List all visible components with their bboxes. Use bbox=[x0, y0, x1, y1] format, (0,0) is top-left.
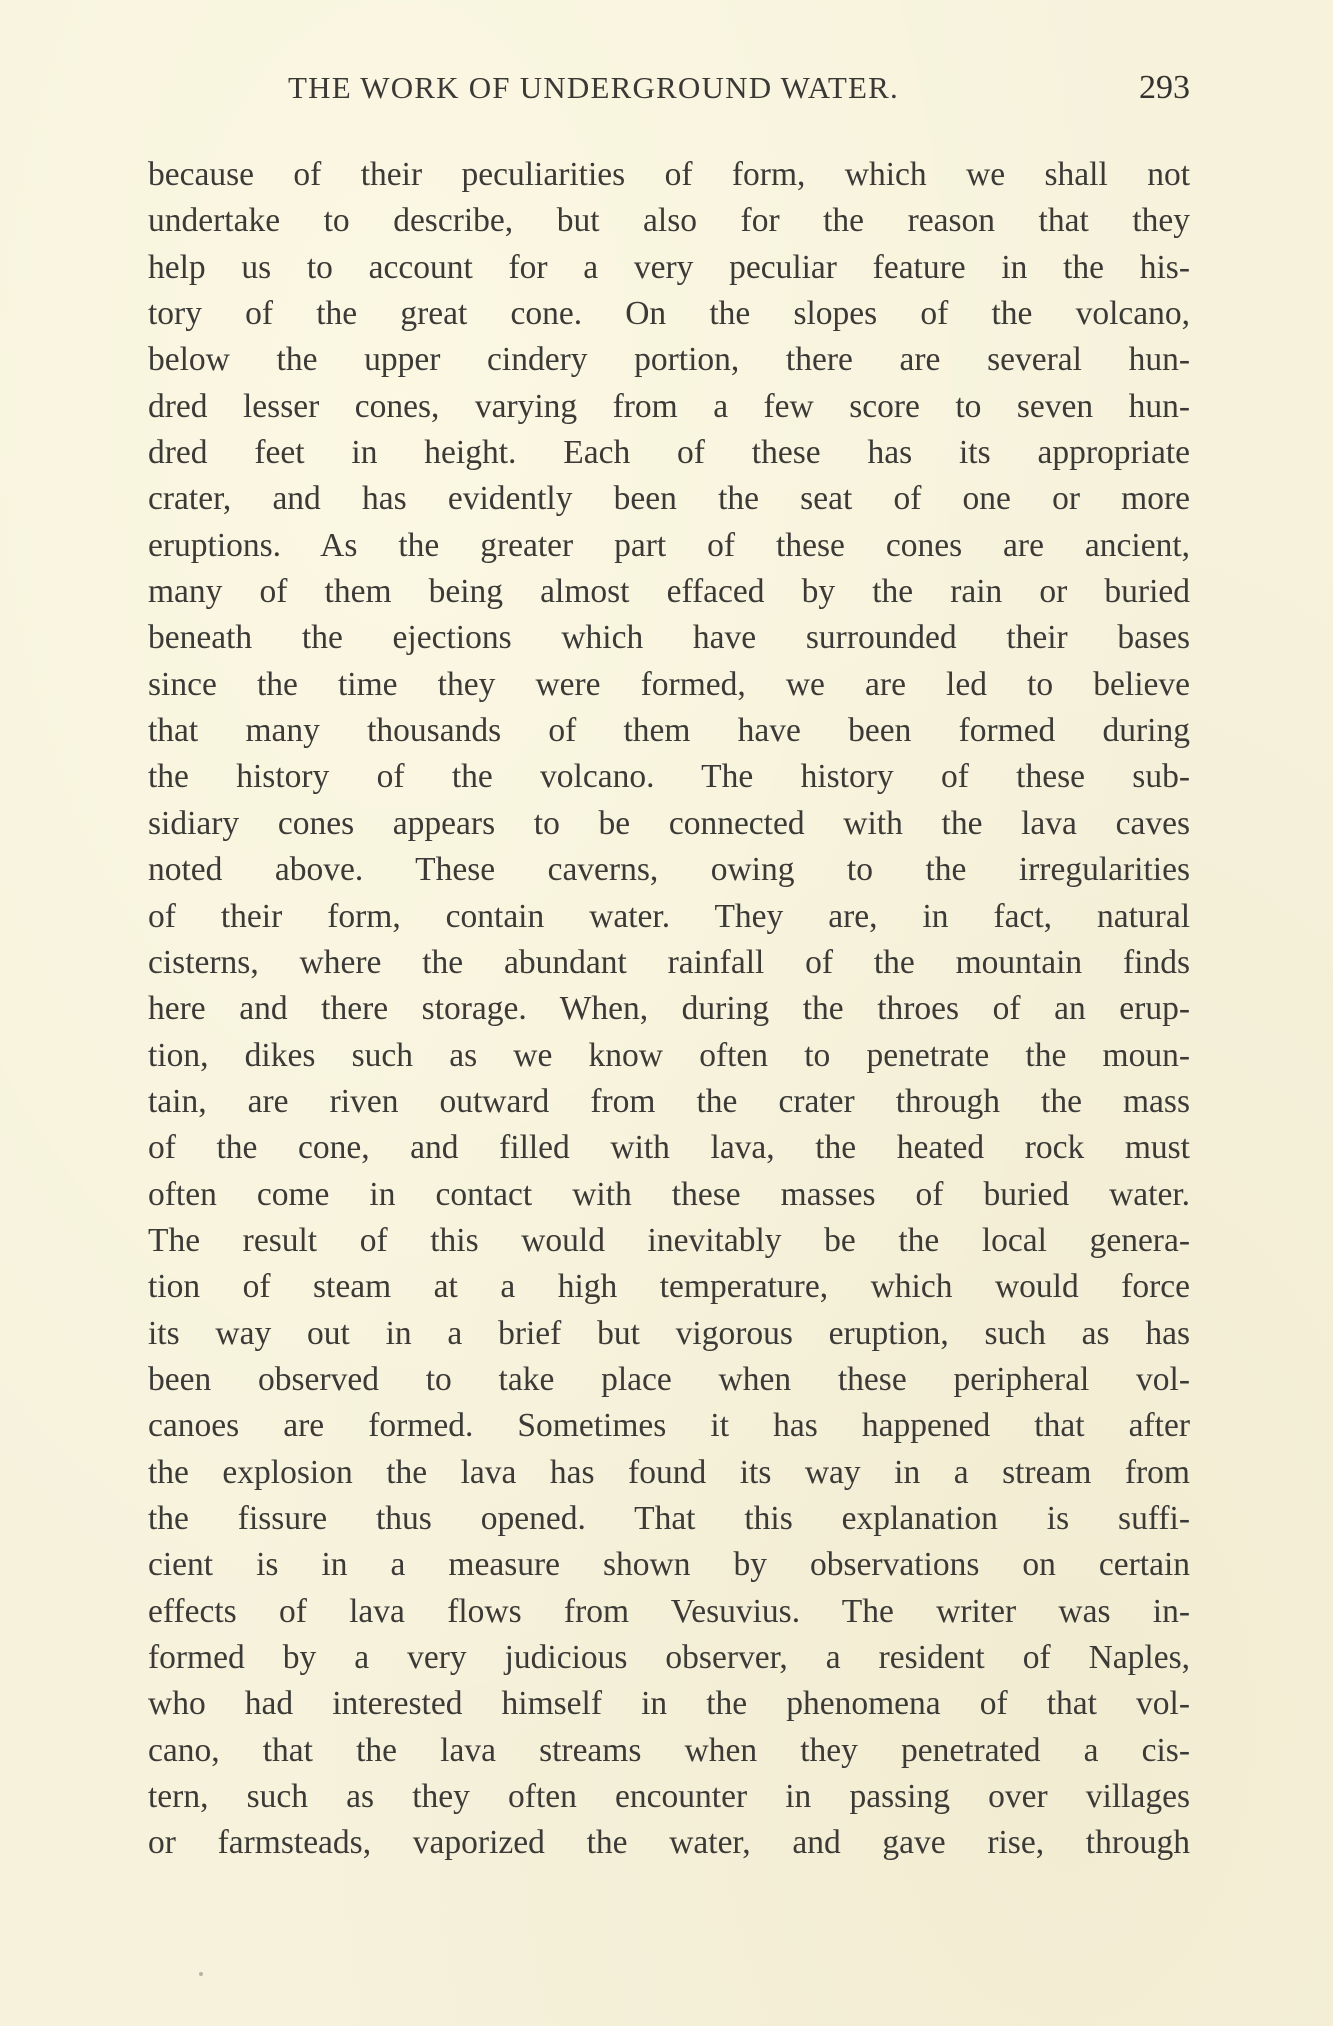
text-line: who had interested himself in the phenomena of that vol- bbox=[148, 1685, 1190, 1723]
running-title: THE WORK OF UNDERGROUND WATER. bbox=[288, 70, 899, 105]
text-line: effects of lava flows from Vesuvius. The writer was in- bbox=[148, 1592, 1190, 1630]
text-line: of their form, contain water. They are, in fact, natural bbox=[148, 897, 1190, 935]
paper-speck bbox=[199, 1972, 203, 1976]
text-line: because of their peculiarities of form, which we shall not bbox=[148, 156, 1190, 193]
text-line: here and there storage. When, during the throes of an erup- bbox=[148, 990, 1190, 1028]
text-line: cisterns, where the abundant rainfall of the mountain finds bbox=[148, 943, 1190, 981]
text-line: canoes are formed. Sometimes it has happened that after bbox=[148, 1407, 1190, 1445]
running-head bbox=[148, 66, 1190, 110]
text-line: eruptions. As the greater part of these cones are ancient, bbox=[148, 526, 1190, 564]
text-line: cano, that the lava streams when they penetrated a cis- bbox=[148, 1731, 1190, 1769]
text-line: the fissure thus opened. That this explanation is suffi- bbox=[148, 1499, 1190, 1537]
text-line: that many thousands of them have been formed during bbox=[148, 712, 1190, 750]
text-line: tion of steam at a high temperature, which would force bbox=[148, 1268, 1190, 1306]
text-line: since the time they were formed, we are led to believe bbox=[148, 665, 1190, 703]
body-text bbox=[148, 152, 1190, 1867]
text-line: dred lesser cones, varying from a few score to seven hun- bbox=[148, 387, 1190, 425]
text-line: its way out in a brief but vigorous eruption, such as has bbox=[148, 1314, 1190, 1352]
text-line: tory of the great cone. On the slopes of the volcano, bbox=[148, 295, 1190, 333]
text-line: crater, and has evidently been the seat of one or more bbox=[148, 480, 1190, 518]
text-line: noted above. These caverns, owing to the irregularities bbox=[148, 851, 1190, 889]
text-line: sidiary cones appears to be connected with the lava caves bbox=[148, 804, 1190, 842]
text-line: tern, such as they often encounter in passing over villages bbox=[148, 1778, 1190, 1816]
text-line: tain, are riven outward from the crater through the mass bbox=[148, 1082, 1190, 1120]
text-line: tion, dikes such as we know often to penetrate the moun- bbox=[148, 1036, 1190, 1074]
text-line: formed by a very judicious observer, a resident of Naples, bbox=[148, 1639, 1190, 1676]
text-line: or farmsteads, vaporized the water, and gave rise, through bbox=[148, 1824, 1190, 1862]
text-line: of the cone, and filled with lava, the heated rock must bbox=[148, 1129, 1190, 1167]
text-line: beneath the ejections which have surrounded their bases bbox=[148, 619, 1190, 657]
text-line: the explosion the lava has found its way in a stream from bbox=[148, 1453, 1190, 1491]
text-line: below the upper cindery portion, there are several hun- bbox=[148, 341, 1190, 379]
text-line: the history of the volcano. The history of these sub- bbox=[148, 758, 1190, 796]
text-line: cient is in a measure shown by observations on certain bbox=[148, 1546, 1190, 1584]
page-number: 293 bbox=[1139, 69, 1190, 106]
text-line: dred feet in height. Each of these has its appropriate bbox=[148, 434, 1190, 472]
text-line: help us to account for a very peculiar feature in the his- bbox=[148, 248, 1190, 286]
text-line: The result of this would inevitably be the local genera- bbox=[148, 1221, 1190, 1259]
text-line: been observed to take place when these peripheral vol- bbox=[148, 1360, 1190, 1398]
text-line: undertake to describe, but also for the reason that they bbox=[148, 202, 1190, 240]
text-line: often come in contact with these masses of buried water. bbox=[148, 1175, 1190, 1213]
text-line: many of them being almost effaced by the rain or buried bbox=[148, 573, 1190, 611]
